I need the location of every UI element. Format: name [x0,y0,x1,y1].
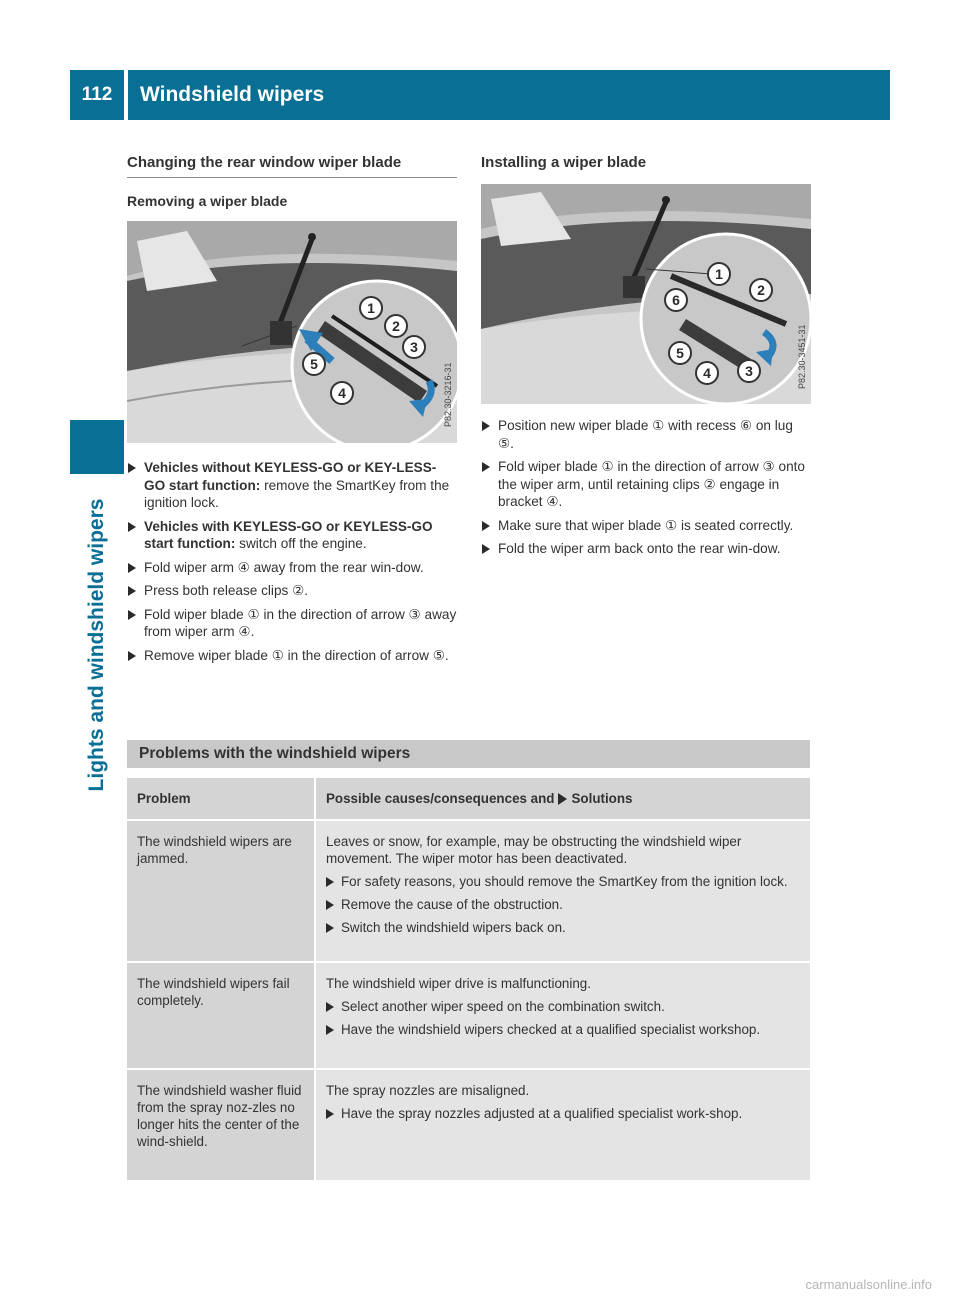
list-item: Select another wiper speed on the combination switch. [326,998,800,1015]
table-title: Problems with the windshield wipers [127,740,810,768]
cause-text: Leaves or snow, for example, may be obstructing the windshield wiper movement. The wiper motor has been deactivated. [326,834,742,866]
table-row [127,963,810,1070]
callout-1: 1 [359,296,383,320]
arrow-icon [326,877,334,887]
table-row [127,1070,810,1182]
problem-cell: The windshield wipers are jammed. [127,821,314,961]
list-item: Vehicles with KEYLESS-GO or KEYLESS-GO start function: switch off the engine. [127,518,457,553]
callout-1: 1 [707,262,731,286]
arrow-icon [326,1002,334,1012]
arrow-icon [482,544,490,554]
side-tab-marker [70,420,124,474]
list-item: Have the spray nozzles adjusted at a qualified specialist work-shop. [326,1105,800,1122]
column-header-solutions: Possible causes/consequences and Solutions [314,778,810,819]
list-item: Vehicles without KEYLESS-GO or KEY-LESS-GO start function: remove the SmartKey from the ignition lock. [127,459,457,512]
solution-cell [314,821,810,961]
callout-4: 4 [330,381,354,405]
chapter-title: Windshield wipers [128,70,890,120]
list-item: Fold wiper blade ① in the direction of arrow ③ away from wiper arm ④. [127,606,457,641]
cause-text: The spray nozzles are misaligned. [326,1083,530,1098]
arrow-icon [482,421,490,431]
solution-cell [314,963,810,1068]
figure-code: P82.30-3216-31 [443,362,453,427]
installing-steps-list [481,417,811,564]
column-header-problem: Problem [127,778,314,819]
arrow-icon [128,522,136,532]
arrow-icon [558,793,567,805]
arrow-icon [128,463,136,473]
subsection-title-removing: Removing a wiper blade [127,193,288,209]
list-item: Switch the windshield wipers back on. [326,919,800,936]
arrow-icon [128,610,136,620]
callout-5: 5 [302,352,326,376]
callout-2: 2 [384,314,408,338]
section-divider [127,177,457,178]
list-item: Position new wiper blade ① with recess ⑥ on lug ⑤. [481,417,811,452]
figure-code: P82.30-3451-31 [797,324,807,389]
callout-3: 3 [737,359,761,383]
callout-4: 4 [695,361,719,385]
solution-steps [326,998,800,1038]
section-title-changing: Changing the rear window wiper blade [127,154,402,171]
arrow-icon [326,1025,334,1035]
table-row [127,821,810,963]
arrow-icon [326,923,334,933]
list-item: Fold the wiper arm back onto the rear win-dow. [481,540,811,558]
list-item: Make sure that wiper blade ① is seated correctly. [481,517,811,535]
solution-steps [326,1105,800,1122]
installing-wiper-illustration [481,184,811,404]
list-item: Fold wiper blade ① in the direction of arrow ③ onto the wiper arm, until retaining clips ② engage in bracket ④. [481,458,811,511]
arrow-icon [326,900,334,910]
solution-steps [326,873,800,936]
removing-wiper-illustration [127,221,457,443]
arrow-icon [326,1109,334,1119]
page-header [70,70,890,120]
list-item: Remove wiper blade ① in the direction of arrow ⑤. [127,647,457,665]
page-number: 112 [70,70,124,120]
callout-2: 2 [749,278,773,302]
problems-table [127,778,810,1182]
list-item: Fold wiper arm ④ away from the rear win-dow. [127,559,457,577]
arrow-icon [128,651,136,661]
list-item: Have the windshield wipers checked at a qualified specialist workshop. [326,1021,800,1038]
solution-cell [314,1070,810,1180]
arrow-icon [128,586,136,596]
list-item: Remove the cause of the obstruction. [326,896,800,913]
problem-cell: The windshield washer fluid from the spray noz-zles no longer hits the center of the wind-shield. [127,1070,314,1180]
section-title-installing: Installing a wiper blade [481,154,647,171]
problem-cell: The windshield wipers fail completely. [127,963,314,1068]
callout-3: 3 [402,335,426,359]
callout-6: 6 [664,288,688,312]
list-item: For safety reasons, you should remove the SmartKey from the ignition lock. [326,873,800,890]
arrow-icon [482,521,490,531]
arrow-icon [128,563,136,573]
cause-text: The windshield wiper drive is malfunctioning. [326,976,591,991]
watermark: carmanualsonline.info [805,1277,932,1292]
table-header-row [127,778,810,821]
rear-window-drawing [127,221,457,443]
list-item: Press both release clips ②. [127,582,457,600]
removing-steps-list [127,459,457,670]
arrow-icon [482,462,490,472]
callout-5: 5 [668,341,692,365]
